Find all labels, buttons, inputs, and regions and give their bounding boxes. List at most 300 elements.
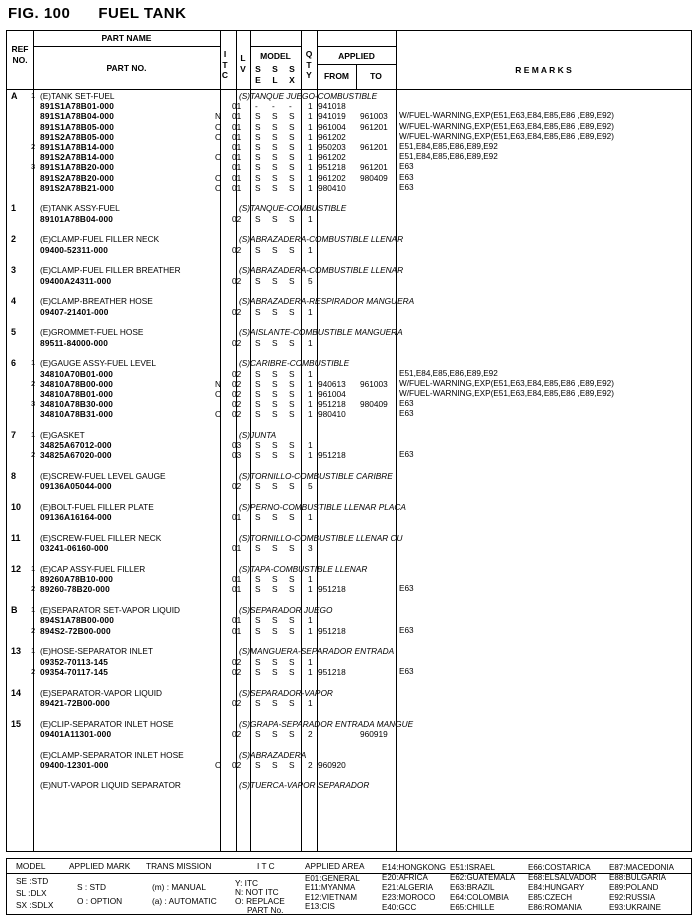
model-se: S: [255, 543, 261, 554]
model-sx: S: [289, 337, 295, 348]
table-row: [7, 348, 691, 359]
level: 01: [232, 182, 242, 193]
model-sl: S: [272, 388, 278, 399]
sub-index: 2: [31, 584, 36, 594]
legend-area-item: E11:MYANMA: [305, 883, 356, 893]
ref-no: 4: [11, 296, 17, 307]
model-sl: S: [272, 584, 278, 595]
table-row: [7, 307, 691, 317]
legend-itc-o: O: REPLACE: [235, 896, 285, 906]
table-row: [7, 512, 691, 522]
model-sl: S: [272, 111, 278, 122]
applied-from: 961004: [318, 121, 346, 132]
level: 02: [232, 697, 242, 708]
header-to: TO: [370, 71, 382, 81]
quantity: 1: [308, 131, 313, 142]
model-sx: S: [289, 182, 295, 193]
legend-mark-std: S : STD: [77, 882, 107, 892]
applied-from: 941018: [318, 101, 346, 112]
model-se: S: [255, 409, 261, 420]
ref-no: 11: [11, 533, 21, 544]
level: 01: [232, 162, 242, 173]
header-itc: I T C: [221, 49, 230, 81]
model-sl: S: [272, 574, 278, 585]
part-name: (E)GROMMET-FUEL HOSE: [40, 327, 144, 338]
applied-from: 950203: [318, 141, 346, 152]
table-row: [7, 554, 691, 565]
part-number: 09407-21401-000: [40, 306, 109, 317]
model-sl: S: [272, 213, 278, 224]
part-name: (E)CLAMP-FUEL FILLER NECK: [40, 234, 160, 245]
level: 01: [232, 111, 242, 122]
legend-area-item: E01:GENERAL: [305, 874, 360, 883]
spanish-name: (S)PERNO-COMBUSTIBLE LLENAR PLACA: [239, 502, 406, 513]
parts-table: [6, 30, 692, 852]
parts-rows: [7, 91, 691, 791]
quantity: 2: [308, 759, 313, 770]
model-sl: S: [272, 399, 278, 410]
model-se: S: [255, 450, 261, 461]
level: 01: [232, 512, 242, 523]
part-number: 894S2-72B00-000: [40, 625, 111, 636]
spanish-name: (S)TANQUE JUEGO-COMBUSTIBLE: [239, 91, 378, 101]
header-model-se: S E: [255, 64, 261, 86]
sub-index: 3: [31, 162, 36, 172]
itc-mark: O: [215, 388, 222, 399]
part-number: 89421-72B00-000: [40, 697, 110, 708]
remarks: E51,E84,E85,E86,E89,E92: [399, 141, 498, 151]
applied-from: 951218: [318, 666, 346, 677]
table-row: [7, 760, 691, 770]
legend-itc-header: I T C: [257, 861, 275, 871]
remarks: E51,E84,E85,E86,E89,E92: [399, 368, 498, 378]
level: 01: [232, 152, 242, 163]
part-number: 34825A67020-000: [40, 450, 112, 461]
quantity: 2: [308, 728, 313, 739]
legend: [6, 858, 692, 915]
remarks: E63: [399, 625, 414, 635]
model-sl: S: [272, 162, 278, 173]
figure-number: FIG. 100: [8, 5, 71, 22]
figure-name: FUEL TANK: [98, 5, 187, 22]
model-sx: S: [289, 378, 295, 389]
legend-area-item: E85:CZECH: [528, 893, 573, 902]
model-se: S: [255, 141, 261, 152]
level: 01: [232, 141, 242, 152]
model-se: S: [255, 666, 261, 677]
sub-index: 2: [31, 141, 36, 151]
quantity: 1: [308, 656, 313, 667]
table-row: [7, 132, 691, 142]
remarks: W/FUEL-WARNING,EXP(E51,E63,E84,E85,E86 ,E89,E92): [399, 378, 614, 388]
part-number: 89511-84000-000: [40, 337, 109, 348]
model-sl: S: [272, 697, 278, 708]
part-number: 09401A11301-000: [40, 728, 112, 739]
legend-area-item: E23:MOROCO: [382, 893, 436, 902]
applied-from: 951218: [318, 162, 346, 173]
level: 03: [232, 440, 242, 451]
table-row: [7, 595, 691, 606]
remarks: E63: [399, 409, 414, 419]
applied-from: 951218: [318, 625, 346, 636]
quantity: 1: [308, 306, 313, 317]
quantity: 1: [308, 101, 313, 112]
model-sx: S: [289, 697, 295, 708]
model-sl: S: [272, 172, 278, 183]
legend-area-item: E64:COLOMBIA: [450, 893, 509, 902]
part-name: (E)HOSE-SEPARATOR INLET: [40, 646, 153, 657]
part-number: 09136A05044-000: [40, 481, 112, 492]
legend-itc-partno: PART No.: [247, 905, 284, 915]
header-from: FROM: [323, 71, 350, 81]
table-row: [7, 481, 691, 491]
quantity: 1: [308, 440, 313, 451]
spanish-name: (S)AISLANTE-COMBUSTIBLE MANGUERA: [239, 327, 403, 338]
legend-transmission-header: TRANS MISSION: [146, 861, 212, 871]
model-se: S: [255, 574, 261, 585]
table-row: [7, 708, 691, 719]
model-se: S: [255, 697, 261, 708]
table-row: [7, 667, 691, 677]
sub-index: 3: [31, 399, 36, 409]
applied-from: 951218: [318, 450, 346, 461]
applied-to: 980409: [360, 399, 388, 410]
remarks: E63: [399, 399, 414, 409]
legend-area-item: E13:CIS: [305, 901, 335, 911]
spanish-name: (S)ABRAZADERA-COMBUSTIBLE LLENAR: [239, 265, 404, 276]
part-name: (E)SEPARATOR SET-VAPOR LIQUID: [40, 605, 180, 616]
model-sx: S: [289, 368, 295, 379]
level: 01: [232, 101, 242, 112]
part-name: (E)CAP ASSY-FUEL FILLER: [40, 564, 146, 575]
spanish-name: (S)ABRAZADERA: [239, 749, 307, 760]
table-row: [7, 636, 691, 647]
table-row: [7, 584, 691, 594]
remarks: W/FUEL-WARNING,EXP(E51,E63,E84,E85,E86 ,E89,E92): [399, 121, 614, 131]
model-sl: S: [272, 141, 278, 152]
table-row: [7, 461, 691, 472]
model-se: S: [255, 399, 261, 410]
part-number: 89101A78B04-000: [40, 213, 114, 224]
model-sl: S: [272, 337, 278, 348]
remarks: W/FUEL-WARNING,EXP(E51,E63,E84,E85,E86 ,E89,E92): [399, 388, 614, 398]
part-number: 891S1A78B20-000: [40, 162, 115, 173]
model-sl: S: [272, 440, 278, 451]
model-se: S: [255, 625, 261, 636]
applied-from: 941019: [318, 111, 346, 122]
quantity: 3: [308, 543, 313, 554]
part-number: 34810A78B00-000: [40, 378, 114, 389]
model-sl: S: [272, 409, 278, 420]
model-se: S: [255, 121, 261, 132]
model-se: S: [255, 481, 261, 492]
part-name: (E)SCREW-FUEL FILLER NECK: [40, 533, 162, 544]
sub-index: 1: [31, 91, 36, 100]
legend-area-item: E62:GUATEMALA: [450, 873, 516, 882]
model-sx: S: [289, 584, 295, 595]
spanish-name: (S)ABRAZADERA-RESPIRADOR MANGUERA: [239, 296, 415, 307]
itc-mark: O: [215, 409, 222, 420]
model-se: S: [255, 512, 261, 523]
table-row: [7, 502, 691, 512]
level: 02: [232, 409, 242, 420]
model-sx: S: [289, 574, 295, 585]
table-row: [7, 409, 691, 419]
part-number: 891S1A78B05-000: [40, 121, 115, 132]
part-name: (E)CLAMP-SEPARATOR INLET HOSE: [40, 749, 184, 760]
level: 02: [232, 378, 242, 389]
applied-from: 940613: [318, 378, 346, 389]
part-number: 891S2A78B05-000: [40, 131, 115, 142]
table-row: [7, 193, 691, 204]
spanish-name: (S)MANGUERA-SEPARADOR ENTRADA: [239, 646, 395, 657]
header-remarks: R E M A R K S: [515, 65, 572, 75]
ref-no: 1: [11, 203, 17, 214]
table-row: [7, 657, 691, 667]
table-row: [7, 122, 691, 132]
legend-mark-option: O : OPTION: [77, 896, 123, 906]
legend-model-se: SE :STD: [16, 876, 49, 886]
itc-mark: N: [215, 378, 221, 389]
model-sl: S: [272, 244, 278, 255]
model-sx: S: [289, 666, 295, 677]
ref-no: 12: [11, 564, 22, 575]
applied-from: 960920: [318, 759, 346, 770]
model-sx: S: [289, 399, 295, 410]
spanish-name: (S)TORNILLO-COMBUSTIBLE LLENAR CU: [239, 533, 403, 544]
model-sx: S: [289, 543, 295, 554]
ref-no: 6: [11, 358, 17, 369]
spanish-name: (S)JUNTA: [239, 430, 277, 441]
part-name: (E)CLIP-SEPARATOR INLET HOSE: [40, 718, 174, 729]
part-number: 03241-06160-000: [40, 543, 109, 554]
level: 01: [232, 543, 242, 554]
model-se: S: [255, 172, 261, 183]
model-sl: S: [272, 666, 278, 677]
model-sl: S: [272, 481, 278, 492]
model-sx: S: [289, 306, 295, 317]
table-row: [7, 358, 691, 368]
quantity: 1: [308, 141, 313, 152]
part-number: 894S1A78B00-000: [40, 615, 115, 626]
spanish-name: (S)SEPARADOR JUEGO: [239, 605, 333, 616]
spanish-name: (S)TAPA-COMBUSTIBLE LLENAR: [239, 564, 368, 575]
part-number: 34825A67012-000: [40, 440, 112, 451]
table-row: [7, 574, 691, 584]
table-row: [7, 286, 691, 297]
model-sx: S: [289, 213, 295, 224]
quantity: 1: [308, 121, 313, 132]
table-row: [7, 214, 691, 224]
model-sx: S: [289, 172, 295, 183]
model-sx: S: [289, 141, 295, 152]
legend-area-item: E65:CHILLE: [450, 903, 495, 912]
level: 02: [232, 481, 242, 492]
legend-area-item: E12:VIETNAM: [305, 892, 358, 902]
legend-area-item: E93:UKRAINE: [609, 903, 662, 912]
table-row: [7, 296, 691, 306]
quantity: 1: [308, 697, 313, 708]
model-sl: S: [272, 368, 278, 379]
table-row: [7, 729, 691, 739]
table-row: [7, 245, 691, 255]
model-sx: S: [289, 388, 295, 399]
table-row: [7, 419, 691, 430]
ref-no: 10: [11, 502, 22, 513]
table-row: [7, 523, 691, 534]
ref-no: B: [11, 605, 18, 616]
part-name: (E)GASKET: [40, 430, 85, 441]
model-sl: S: [272, 121, 278, 132]
model-sx: S: [289, 275, 295, 286]
part-name: (E)TANK ASSY-FUEL: [40, 203, 120, 214]
model-sx: S: [289, 481, 295, 492]
model-se: S: [255, 162, 261, 173]
table-row: [7, 430, 691, 440]
model-sx: S: [289, 409, 295, 420]
part-number: 09400-52311-000: [40, 244, 109, 255]
part-name: (E)CLAMP-BREATHER HOSE: [40, 296, 153, 307]
ref-no: 8: [11, 471, 17, 482]
itc-mark: O: [215, 172, 222, 183]
quantity: 5: [308, 275, 313, 286]
model-sx: S: [289, 656, 295, 667]
quantity: 1: [308, 182, 313, 193]
model-se: S: [255, 615, 261, 626]
part-name: (E)GAUGE ASSY-FUEL LEVEL: [40, 358, 157, 369]
model-se: S: [255, 244, 261, 255]
part-number: 891S2A78B20-000: [40, 172, 115, 183]
model-sl: S: [272, 759, 278, 770]
level: 01: [232, 121, 242, 132]
sub-index: 1: [31, 358, 36, 368]
level: 01: [232, 574, 242, 585]
sub-index: 1: [31, 605, 36, 615]
table-row: [7, 739, 691, 750]
header-qty: Q T Y: [305, 49, 313, 81]
quantity: 1: [308, 399, 313, 410]
level: 02: [232, 759, 242, 770]
table-row: [7, 317, 691, 328]
part-number: 89260-78B20-000: [40, 584, 110, 595]
legend-area-item: E86:ROMANIA: [528, 903, 582, 912]
ref-no: 13: [11, 646, 22, 657]
applied-to: 961201: [360, 162, 388, 173]
part-number: 891S1A78B14-000: [40, 141, 115, 152]
model-se: S: [255, 368, 261, 379]
table-row: [7, 688, 691, 698]
part-name: (E)TANK SET-FUEL: [40, 91, 115, 101]
table-row: [7, 379, 691, 389]
header-ref-no: REF NO.: [11, 44, 29, 66]
part-name: (E)BOLT-FUEL FILLER PLATE: [40, 502, 154, 513]
model-se: S: [255, 759, 261, 770]
figure-title: [8, 5, 186, 22]
table-row: [7, 327, 691, 337]
legend-area-item: E66:COSTARICA: [528, 863, 591, 872]
itc-mark: O: [215, 121, 222, 132]
table-row: [7, 162, 691, 172]
model-se: S: [255, 111, 261, 122]
model-sx: S: [289, 759, 295, 770]
quantity: 1: [308, 244, 313, 255]
model-se: S: [255, 378, 261, 389]
quantity: 1: [308, 450, 313, 461]
table-row: [7, 142, 691, 152]
part-name: (E)SCREW-FUEL LEVEL GAUGE: [40, 471, 166, 482]
table-row: [7, 677, 691, 688]
header-model-sx: S X: [289, 64, 295, 86]
table-row: [7, 615, 691, 625]
level: 02: [232, 337, 242, 348]
model-se: S: [255, 213, 261, 224]
model-se: S: [255, 728, 261, 739]
quantity: 1: [308, 213, 313, 224]
ref-no: 2: [11, 234, 17, 245]
table-row: [7, 224, 691, 235]
remarks: E51,E84,E85,E86,E89,E92: [399, 152, 498, 162]
part-number: 34810A70B01-000: [40, 368, 114, 379]
table-row: [7, 450, 691, 460]
ref-no: 3: [11, 265, 17, 276]
table-row: [7, 203, 691, 213]
legend-itc-y: Y: ITC: [235, 878, 259, 888]
table-row: [7, 389, 691, 399]
model-sl: S: [272, 306, 278, 317]
level: 02: [232, 666, 242, 677]
applied-from: 961202: [318, 131, 346, 142]
table-row: [7, 543, 691, 553]
legend-area-item: E14:HONGKONG: [382, 863, 447, 872]
legend-area-item: E87:MACEDONIA: [609, 863, 674, 872]
part-number: 09352-70113-145: [40, 656, 109, 667]
applied-from: 980410: [318, 409, 346, 420]
applied-from: 980410: [318, 182, 346, 193]
part-number: 09136A16164-000: [40, 512, 112, 523]
quantity: 1: [308, 368, 313, 379]
header-model: MODEL: [260, 51, 291, 61]
model-sx: S: [289, 728, 295, 739]
model-se: S: [255, 440, 261, 451]
table-row: [7, 605, 691, 615]
remarks: E63: [399, 172, 414, 182]
sub-index: 2: [31, 378, 36, 388]
quantity: 1: [308, 512, 313, 523]
part-number: 34810A78B31-000: [40, 409, 114, 420]
model-sl: S: [272, 615, 278, 626]
sub-index: 1: [31, 646, 36, 656]
model-sl: S: [272, 543, 278, 554]
sub-index: 2: [31, 625, 36, 635]
model-sl: S: [272, 728, 278, 739]
part-name: (E)CLAMP-FUEL FILLER BREATHER: [40, 265, 181, 276]
table-row: [7, 234, 691, 244]
quantity: 1: [308, 337, 313, 348]
table-row: [7, 111, 691, 121]
table-row: [7, 183, 691, 193]
remarks: E63: [399, 584, 414, 594]
model-se: S: [255, 152, 261, 163]
quantity: 1: [308, 172, 313, 183]
itc-mark: O: [215, 759, 222, 770]
ref-no: 15: [11, 718, 22, 729]
table-row: [7, 101, 691, 111]
model-se: S: [255, 656, 261, 667]
header-part-name: PART NAME: [101, 33, 152, 43]
spanish-name: (S)TORNILLO-COMBUSTIBLE CARIBRE: [239, 471, 393, 482]
applied-to: 960919: [360, 728, 388, 739]
applied-to: 961003: [360, 378, 388, 389]
